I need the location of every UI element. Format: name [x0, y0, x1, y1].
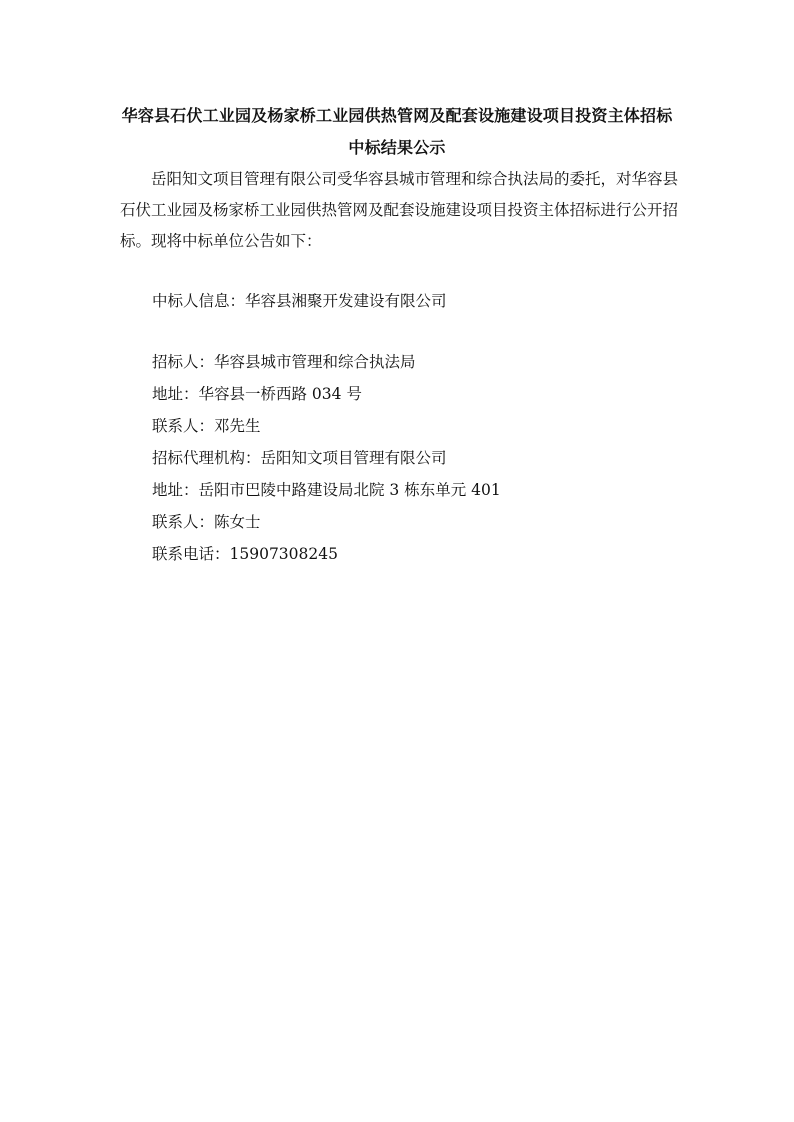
document-title-line-2: 中标结果公示: [348, 138, 446, 157]
agency: 招标代理机构：岳阳知文项目管理有限公司: [152, 449, 447, 467]
document-title-line-1: 华容县石伏工业园及杨家桥工业园供热管网及配套设施建设项目投资主体招标: [121, 106, 673, 125]
agency-contact: 联系人：陈女士: [152, 513, 261, 531]
agency-phone: 联系电话：15907308245: [152, 545, 338, 563]
winner-info: 中标人信息：华容县湘聚开发建设有限公司: [152, 292, 447, 310]
agency-address: 地址：岳阳市巴陵中路建设局北院 3 栋东单元 401: [152, 481, 501, 499]
tenderer-contact: 联系人：邓先生: [152, 417, 261, 435]
intro-paragraph: 岳阳知文项目管理有限公司受华容县城市管理和综合执法局的委托，对华容县石伏工业园及杨家桥工业园供热管网及配套设施建设项目投资主体招标进行公开招标。现将中标单位公告如下：: [120, 170, 679, 250]
tenderer: 招标人：华容县城市管理和综合执法局: [152, 353, 416, 371]
tenderer-address: 地址：华容县一桥西路 034 号: [152, 385, 362, 403]
